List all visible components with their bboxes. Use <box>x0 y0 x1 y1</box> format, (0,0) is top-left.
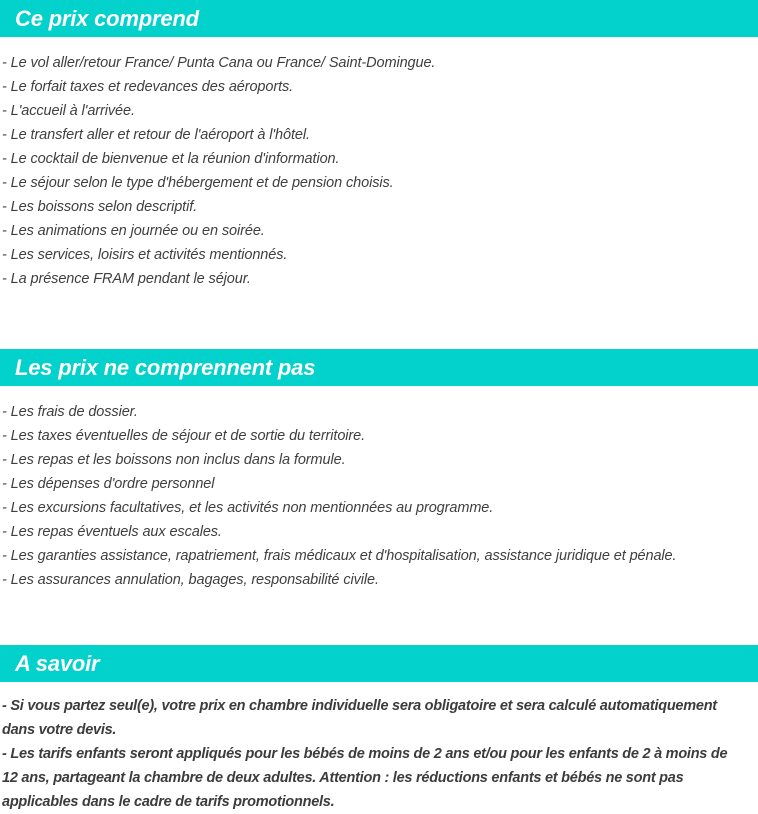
list-item: - Les assurances annulation, bagages, responsabilité civile. <box>2 572 379 588</box>
section-ce-prix-comprend <box>0 0 758 291</box>
list-item: - Les repas éventuels aux escales. <box>2 524 222 540</box>
section-spacer <box>0 291 758 349</box>
list-item: - Le vol aller/retour France/ Punta Cana ou France/ Saint-Domingue. <box>2 55 436 71</box>
notice-paragraph: - Les tarifs enfants seront appliqués pour les bébés de moins de 2 ans et/ou pour les enfants de 2 à moins de 12 ans, partageant la chambre de deux adultes. Attention : les réductions enfants et bébés ne sont pas applicables dans le cadre de tarifs promotionnels. <box>2 746 728 810</box>
section-body-notice <box>0 682 758 814</box>
list-item: - Le séjour selon le type d'hébergement et de pension choisis. <box>2 175 394 191</box>
section-spacer <box>0 592 758 645</box>
list-item: - Les boissons selon descriptif. <box>2 199 198 215</box>
section-title-included: Ce prix comprend <box>15 5 199 31</box>
list-item: - Les frais de dossier. <box>2 404 138 420</box>
list-item: - Les animations en journée ou en soirée. <box>2 223 265 239</box>
list-item: - Les dépenses d'ordre personnel <box>2 476 215 492</box>
list-item: - Les garanties assistance, rapatriement, frais médicaux et d'hospitalisation, assistance juridique et pénale. <box>2 548 677 564</box>
notice-paragraph: - Si vous partez seul(e), votre prix en chambre individuelle sera obligatoire et sera calculé automatiquement dans votre devis. <box>2 698 717 738</box>
section-header-bar-excluded <box>0 349 758 386</box>
section-header-bar-notice <box>0 645 758 682</box>
list-item: - Le forfait taxes et redevances des aéroports. <box>2 79 294 95</box>
list-item: - Le cocktail de bienvenue et la réunion d'information. <box>2 151 340 167</box>
list-item: - Les repas et les boissons non inclus dans la formule. <box>2 452 346 468</box>
section-title-notice: A savoir <box>15 650 100 676</box>
section-les-prix-ne-comprennent-pas <box>0 349 758 592</box>
section-body-included <box>0 37 758 291</box>
list-item: - Les taxes éventuelles de séjour et de sortie du territoire. <box>2 428 366 444</box>
list-item: - Le transfert aller et retour de l'aéroport à l'hôtel. <box>2 127 310 143</box>
section-title-excluded: Les prix ne comprennent pas <box>15 354 316 380</box>
list-item: - L'accueil à l'arrivée. <box>2 103 135 119</box>
section-body-excluded <box>0 386 758 592</box>
excluded-list <box>2 400 758 592</box>
list-item: - Les excursions facultatives, et les activités non mentionnées au programme. <box>2 500 494 516</box>
section-a-savoir <box>0 645 758 814</box>
list-item: - La présence FRAM pendant le séjour. <box>2 271 251 287</box>
list-item: - Les services, loisirs et activités mentionnés. <box>2 247 288 263</box>
section-header-bar-included <box>0 0 758 37</box>
included-list <box>2 51 758 291</box>
